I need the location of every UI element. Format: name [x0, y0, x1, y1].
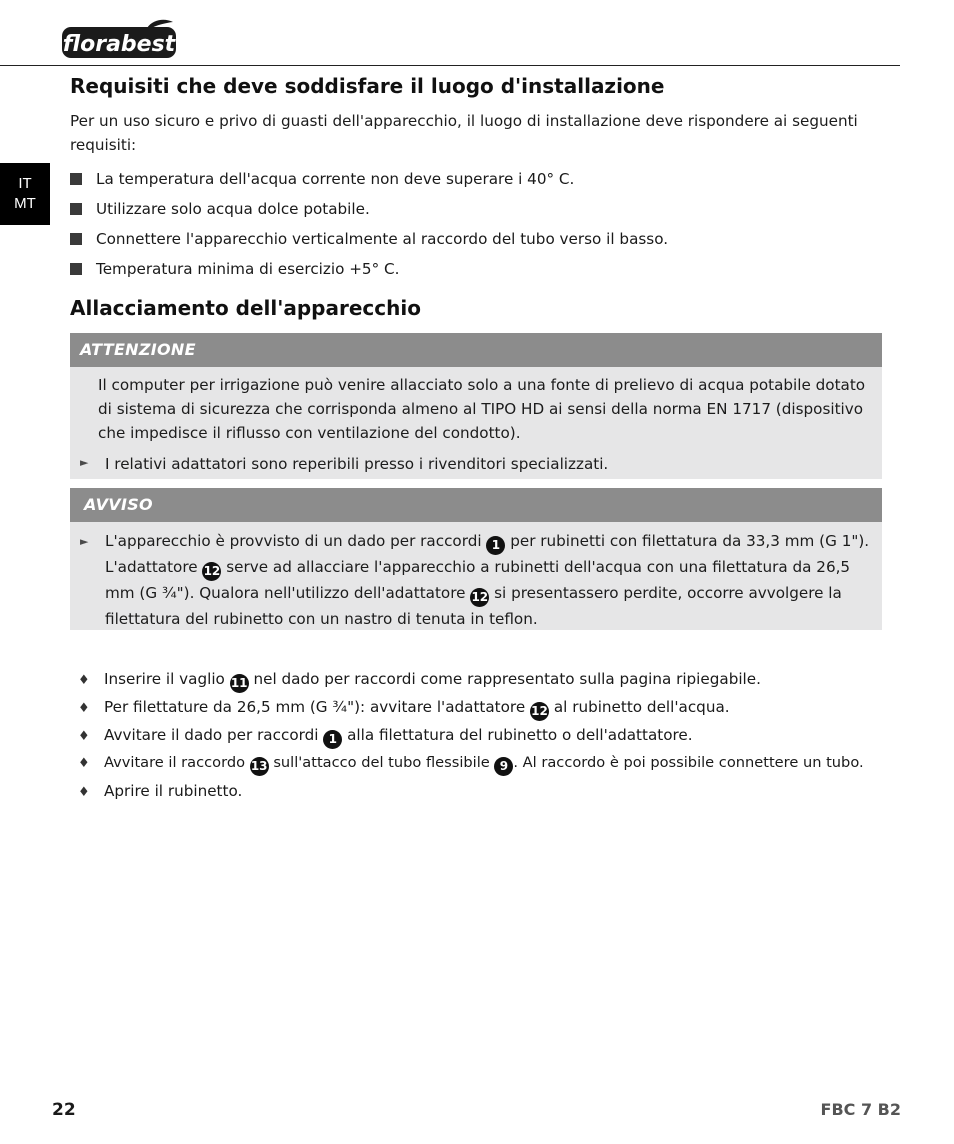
requirement-item: Connettere l'apparecchio verticalmente al raccordo del tubo verso il basso.: [70, 229, 668, 249]
notice-box-body: [70, 522, 882, 630]
instruction-step: ♦ Avvitare il raccordo 13 sull'attacco del tubo flessibile 9 . Al raccordo è poi possibile connettere un tubo.: [78, 752, 864, 776]
attention-box-body: [70, 367, 882, 479]
language-code-mt: MT: [14, 195, 36, 212]
attention-box-header: ATTENZIONE: [70, 333, 882, 367]
attention-text: Il computer per irrigazione può venire allacciato solo a una fonte di prelievo di acqua potabile dotato di sistema di sicurezza che corrisponda almeno al TIPO HD ai sensi della norma EN 1717 (dispositivo che impedisce il riflusso con ventilazione del condotto).: [98, 376, 866, 442]
part-number-badge: 1: [323, 730, 342, 749]
arrow-bullet-icon: ►: [80, 535, 89, 548]
diamond-bullet-icon: ♦: [78, 673, 90, 688]
square-bullet-icon: [70, 203, 82, 215]
part-number-badge: 11: [230, 674, 249, 693]
svg-text:florabest: florabest: [62, 32, 176, 57]
instruction-step: ♦ Avvitare il dado per raccordi 1 alla filettatura del rubinetto o dell'adattatore.: [78, 724, 693, 749]
brand-logo: [61, 19, 178, 60]
square-bullet-icon: [70, 173, 82, 185]
arrow-bullet-icon: ►: [80, 456, 89, 469]
language-code-it: IT: [18, 175, 32, 192]
part-number-badge: 9: [494, 757, 513, 776]
diamond-bullet-icon: ♦: [78, 729, 90, 744]
part-number-badge: 13: [250, 757, 269, 776]
instruction-step: ♦ Per filettature da 26,5 mm (G ¾"): avvitare l'adattatore 12 al rubinetto dell'acqua.: [78, 696, 730, 721]
page-number: 22: [52, 1100, 76, 1120]
requirement-item: La temperatura dell'acqua corrente non deve superare i 40° C.: [70, 169, 574, 189]
attention-note: I relativi adattatori sono reperibili presso i rivenditori specializzati.: [105, 455, 609, 473]
section-intro: Per un uso sicuro e privo di guasti dell'apparecchio, il luogo di installazione deve rispondere ai seguenti requisiti:: [70, 112, 858, 154]
square-bullet-icon: [70, 233, 82, 245]
section-heading-connection: Allacciamento dell'apparecchio: [70, 296, 421, 320]
instruction-step: ♦ Inserire il vaglio 11 nel dado per raccordi come rappresentato sulla pagina ripiegabile.: [78, 668, 761, 693]
diamond-bullet-icon: ♦: [78, 785, 90, 800]
notice-text: L'apparecchio è provvisto di un dado per raccordi 1 per rubinetti con filettatura da 33,3 mm (G 1"). L'adattatore 12 serve ad allacciare l'apparecchio a rubinetti dell'acqua con una filettatura da 26,5 mm (G ¾"). Qualora nell'utilizzo dell'adattatore 12 si presentassero perdite, occorre avvolgere la filettatura del rubinetto con un nastro di tenuta in teflon.: [105, 532, 870, 628]
instruction-step: ♦ Aprire il rubinetto.: [78, 780, 242, 804]
model-number: FBC 7 B2: [820, 1100, 901, 1119]
diamond-bullet-icon: ♦: [78, 756, 90, 771]
part-number-badge: 12: [202, 562, 221, 581]
diamond-bullet-icon: ♦: [78, 701, 90, 716]
header-divider: [0, 65, 900, 66]
language-tab: [0, 163, 50, 225]
part-number-badge: 12: [470, 588, 489, 607]
section-heading-installation-site: Requisiti che deve soddisfare il luogo d'installazione: [70, 74, 665, 98]
square-bullet-icon: [70, 263, 82, 275]
requirement-item: Utilizzare solo acqua dolce potabile.: [70, 199, 370, 219]
notice-box-header: AVVISO: [70, 488, 882, 522]
part-number-badge: 1: [486, 536, 505, 555]
part-number-badge: 12: [530, 702, 549, 721]
requirement-item: Temperatura minima di esercizio +5° C.: [70, 259, 399, 279]
